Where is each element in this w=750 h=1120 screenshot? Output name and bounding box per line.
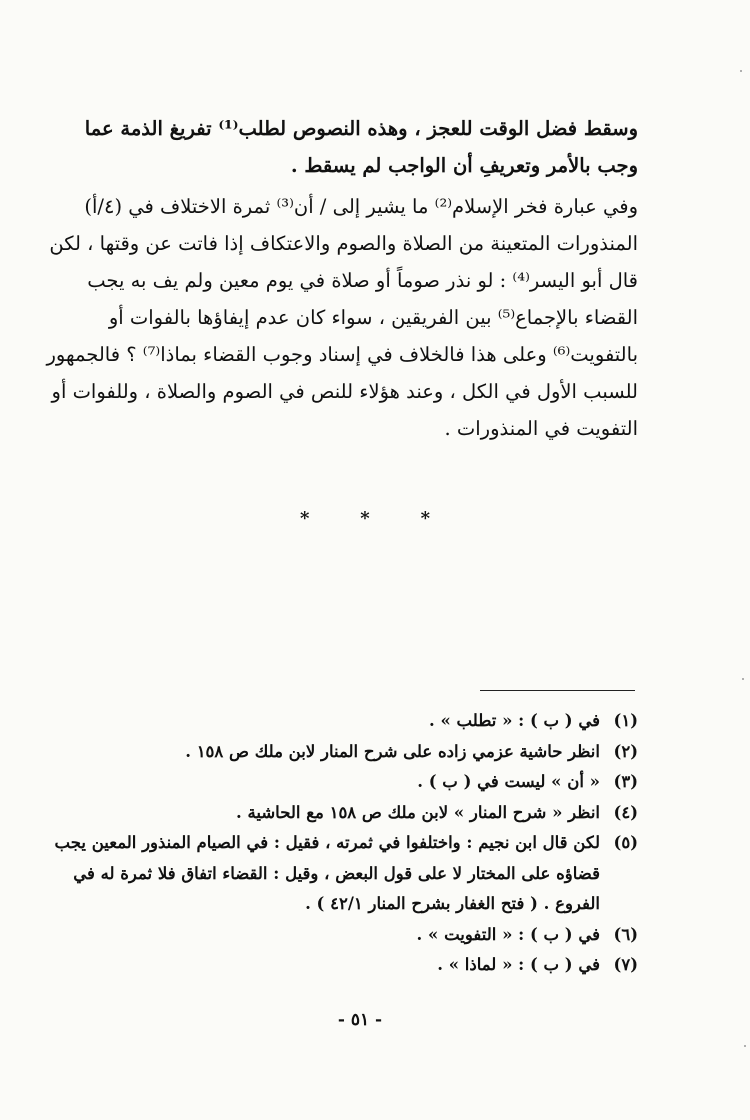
main-line: بالتفويت⁽⁶⁾ وعلى هذا فالخلاف في إسناد وجوب القضاء بماذا⁽⁷⁾ ؟ فالجمهور (46, 343, 638, 366)
footnote-number: (٧) (613, 955, 638, 974)
footnote-text: في ( ب ) : « تطلب » . (429, 711, 600, 730)
main-line: للسبب الأول في الكل ، وعند هؤلاء للنص في الصوم والصلاة ، وللفوات أو (51, 380, 638, 403)
main-line: القضاء بالإجماع⁽⁵⁾ بين الفريقين ، سواء كان عدم إيفاؤها بالفوات أو (108, 306, 638, 329)
main-line: التفويت في المنذورات . (444, 417, 638, 440)
footnote-text: لكن قال ابن نجيم : واختلفوا في ثمرته ، فقيل : في الصيام المنذور المعين يجب قضاؤه على المختار لا على قول البعض ، وقيل : القضاء اتفاق فلا ثمرة له في الفروع . ( فتح الغفار بشرح المنار ٤٢/١ ) . (54, 833, 600, 913)
separator-star: * (360, 508, 370, 529)
footnote-text: في ( ب ) : « التفويت » . (416, 924, 600, 944)
footnote-divider (480, 690, 635, 691)
footnote-text: انظر حاشية عزمي زاده على شرح المنار لابن ملك ص ١٥٨ . (185, 741, 600, 761)
footnote-number: (٣) (613, 772, 638, 791)
footnote-text: انظر « شرح المنار » لابن ملك ص ١٥٨ مع الحاشية . (236, 802, 600, 822)
footnote-number: (٦) (613, 924, 638, 944)
footnote (78, 920, 638, 951)
main-line: المنذورات المتعينة من الصلاة والصوم والاعتكاف إذا فاتت عن وقتها ، لكن (49, 232, 638, 255)
main-line: وجب بالأمر وتعريفِ أن الواجب لم يسقط . (290, 154, 638, 177)
footnote-text: « أن » ليست في ( ب ) . (417, 772, 600, 791)
footnote-number: (٢) (613, 741, 638, 761)
main-line: قال أبو اليسر⁽⁴⁾ : لو نذر صوماً أو صلاة في يوم معين ولم يف به يجب (87, 269, 638, 292)
main-line: وسقط فضل الوقت للعجز ، وهذه النصوص لطلب⁽¹⁾ تفريغ الذمة عما (84, 117, 638, 140)
separator-star: * (420, 508, 430, 529)
footnote (78, 950, 638, 981)
scan-speck (742, 678, 744, 680)
footnote-number: (٥) (613, 833, 638, 852)
page-number: - ٥١ - (337, 1010, 383, 1030)
footnote-text: في ( ب ) : « لماذا » . (437, 955, 600, 974)
footnote (54, 828, 638, 920)
footnote (78, 767, 638, 798)
footnote (78, 737, 638, 768)
footnote (78, 706, 638, 737)
footnote (78, 798, 638, 829)
main-text (46, 110, 638, 447)
scan-speck (740, 70, 742, 72)
footnote-number: (٤) (613, 802, 638, 822)
separator-star: * (300, 508, 310, 529)
scan-speck (744, 1045, 746, 1047)
footnotes (54, 706, 638, 981)
section-separator (300, 508, 430, 529)
footnote-number: (١) (613, 711, 638, 730)
main-line: وفي عبارة فخر الإسلام⁽²⁾ ما يشير إلى / أن⁽³⁾ ثمرة الاختلاف في (٤/أ) (84, 195, 638, 218)
